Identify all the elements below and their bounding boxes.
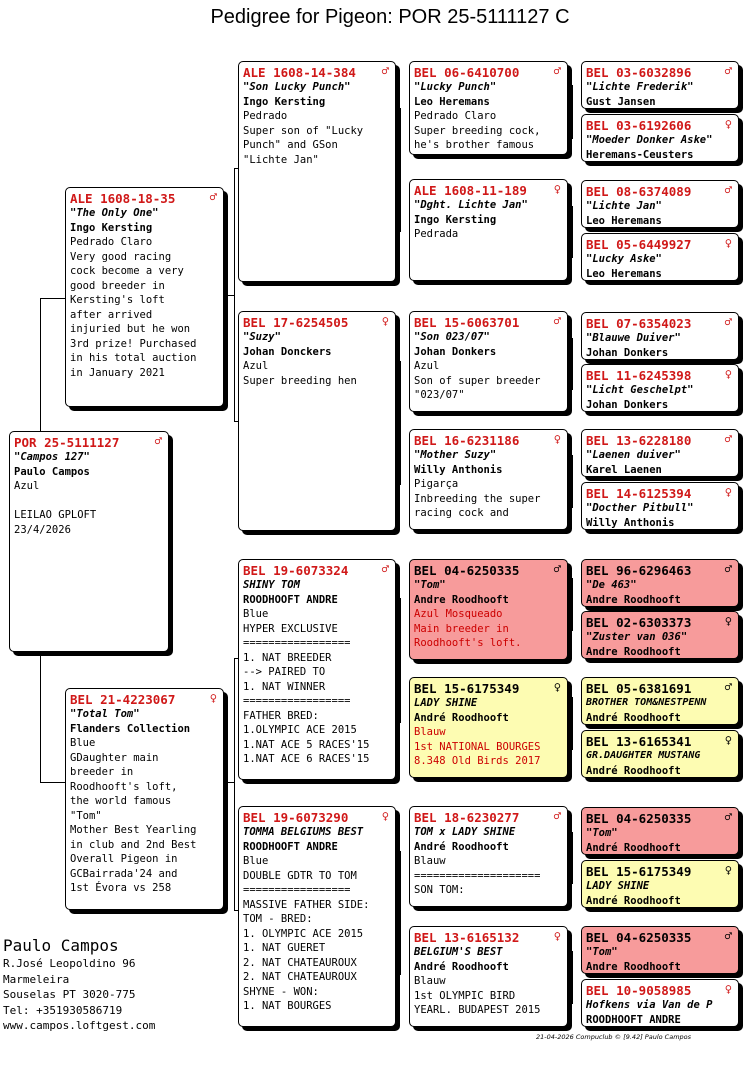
great-grandparent-card[interactable] <box>581 860 739 908</box>
owner-name: ROODHOOFT ANDRE <box>243 593 338 606</box>
male-symbol-icon: ♂ <box>724 810 732 824</box>
owner-name: Leo Heremans <box>414 95 490 108</box>
ring-number: BEL 04-6250335 <box>586 811 692 826</box>
connector-line <box>572 697 573 750</box>
pigeon-name: "Son 023/07" <box>414 331 490 343</box>
ring-number: BEL 13-6228180 <box>586 433 692 448</box>
pigeon-info: Azul LEILAO GPLOFT 23/4/2026 <box>14 480 97 536</box>
pigeon-name: "Tom" <box>414 579 446 591</box>
pigeon-info: Azul Son of super breeder "023/07" <box>414 360 541 401</box>
female-symbol-icon: ♀ <box>381 809 389 823</box>
male-symbol-icon: ♂ <box>724 680 732 694</box>
ring-number: BEL 18-6230277 <box>414 810 520 825</box>
great-grandparent-card[interactable] <box>581 233 739 281</box>
ring-number: BEL 06-6410700 <box>414 65 520 80</box>
pigeon-info: Pedrada <box>414 228 459 240</box>
owner-name: Johan Donkers <box>414 345 497 358</box>
owner-name: Ingo Kersting <box>414 213 497 226</box>
connector-line <box>40 298 41 431</box>
great-grandparent-card[interactable] <box>581 677 739 725</box>
pigeon-info: Blauw ==================== SON TOM: <box>414 855 541 896</box>
pigeon-name: "Son Lucky Punch" <box>243 81 351 93</box>
breeder-name: Paulo Campos <box>3 936 119 955</box>
pigeon-name: "Tom" <box>586 827 618 839</box>
owner-name: Johan Donkers <box>586 398 669 411</box>
connector-line <box>572 455 573 508</box>
female-symbol-icon: ♀ <box>724 733 732 747</box>
ring-number: BEL 15-6175349 <box>586 864 692 879</box>
ds-sire-card[interactable] <box>409 559 568 660</box>
male-symbol-icon: ♂ <box>724 929 732 943</box>
great-grandparent-card[interactable] <box>581 807 739 855</box>
owner-name: André Roodhooft <box>586 711 681 724</box>
female-symbol-icon: ♀ <box>209 691 217 705</box>
ring-number: BEL 05-6449927 <box>586 237 692 252</box>
ring-number: POR 25-5111127 <box>14 435 120 450</box>
owner-name: André Roodhooft <box>586 894 681 907</box>
great-grandparent-card[interactable] <box>581 180 739 228</box>
great-grandparent-card[interactable] <box>581 114 739 162</box>
ring-number: BEL 10-9058985 <box>586 983 692 998</box>
sire-card[interactable] <box>65 187 224 407</box>
pigeon-name: TOM x LADY SHINE <box>414 826 516 838</box>
great-grandparent-card[interactable] <box>581 730 739 778</box>
sire-dam-card[interactable] <box>238 311 396 531</box>
female-symbol-icon: ♀ <box>724 982 732 996</box>
ring-number: BEL 04-6250335 <box>414 563 520 578</box>
ring-number: BEL 04-6250335 <box>586 930 692 945</box>
breeder-address-line: Souselas PT 3020-775 <box>3 988 136 1001</box>
ss-sire-card[interactable] <box>409 61 568 155</box>
pigeon-name: GR.DAUGHTER MUSTANG <box>586 750 701 761</box>
male-symbol-icon: ♂ <box>553 809 561 823</box>
owner-name: Willy Anthonis <box>586 516 675 529</box>
pigeon-info: Blue DOUBLE GDTR TO TOM ================= MASSIVE FATHER SIDE: TOM - BRED: 1. OLYMPIC ACE 2015 1. NAT GUERET 2. NAT CHATEAUROUX 2. NAT CHATEAUROUX SHYNE - WON: 1. NAT BOURGES <box>243 855 370 1012</box>
ring-number: BEL 03-6032896 <box>586 65 692 80</box>
connector-line <box>400 361 401 485</box>
great-grandparent-card[interactable] <box>581 926 739 974</box>
owner-name: Ingo Kersting <box>70 221 153 234</box>
pigeon-name: "Mother Suzy" <box>414 449 497 461</box>
connector-line <box>234 658 235 910</box>
great-grandparent-card[interactable] <box>581 979 739 1027</box>
connector-line <box>234 168 235 421</box>
great-grandparent-card[interactable] <box>581 364 739 412</box>
male-symbol-icon: ♂ <box>381 562 389 576</box>
pigeon-name: "Lichte Frederik" <box>586 81 694 93</box>
pigeon-name: "Lucky Punch" <box>414 81 497 93</box>
ring-number: BEL 07-6354023 <box>586 316 692 331</box>
pigeon-name: "Moeder Donker Aske" <box>586 134 713 146</box>
female-symbol-icon: ♀ <box>553 432 561 446</box>
connector-line <box>572 951 573 1004</box>
male-symbol-icon: ♂ <box>381 64 389 78</box>
breeder-phone: Tel: +351930586719 <box>3 1003 123 1017</box>
subject-card[interactable] <box>9 431 169 652</box>
male-symbol-icon: ♂ <box>209 190 217 204</box>
sire-sire-card[interactable] <box>238 61 396 282</box>
pigeon-name: BROTHER TOM&NESTPENN <box>586 697 707 708</box>
connector-line <box>40 652 41 782</box>
male-symbol-icon: ♂ <box>724 562 732 576</box>
owner-name: Andre Roodhooft <box>586 645 681 658</box>
connector-line <box>572 832 573 884</box>
ring-number: BEL 11-6245398 <box>586 368 692 383</box>
pigeon-name: LADY SHINE <box>586 880 650 892</box>
sd-dam-card[interactable] <box>409 429 568 530</box>
ring-number: BEL 21-4223067 <box>70 692 176 707</box>
owner-name: Willy Anthonis <box>414 463 503 476</box>
dam-dam-card[interactable] <box>238 806 396 1027</box>
page-title: Pedigree for Pigeon: POR 25-5111127 C <box>210 6 570 28</box>
pigeon-info: Azul Mosqueado Main breeder in Roodhooft's loft. <box>414 608 522 649</box>
pigeon-name: "Suzy" <box>243 331 281 343</box>
ring-number: ALE 1608-14-384 <box>243 65 356 80</box>
connector-line <box>400 108 401 232</box>
great-grandparent-card[interactable] <box>581 482 739 530</box>
owner-name: Heremans-Ceusters <box>586 148 694 161</box>
pigeon-name: "Blauwe Duiver" <box>586 332 681 344</box>
ring-number: BEL 08-6374089 <box>586 184 692 199</box>
owner-name: ROODHOOFT ANDRE <box>243 840 338 853</box>
owner-name: ROODHOOFT ANDRE <box>586 1013 681 1026</box>
female-symbol-icon: ♀ <box>724 117 732 131</box>
ring-number: BEL 05-6381691 <box>586 681 692 696</box>
great-grandparent-card[interactable] <box>581 611 739 659</box>
owner-name: Johan Donkers <box>586 346 669 359</box>
male-symbol-icon: ♂ <box>724 183 732 197</box>
owner-name: Gust Jansen <box>586 95 656 108</box>
pigeon-name: TOMMA BELGIUMS BEST <box>243 826 364 838</box>
connector-line <box>572 338 573 390</box>
pigeon-name: "Lucky Aske" <box>586 253 662 265</box>
ring-number: BEL 17-6254505 <box>243 315 349 330</box>
pigeon-info: Azul Super breeding hen <box>243 360 357 387</box>
owner-name: Andre Roodhooft <box>586 593 681 606</box>
dd-dam-card[interactable] <box>409 926 568 1027</box>
pigeon-info: Blue GDaughter main breeder in Roodhooft's loft, the world famous "Tom" Mother Best Yearling in club and 2nd Best Overall Pigeon in GCBairrada'24 and 1st Évora vs 258 <box>70 737 197 894</box>
breeder-address-line: R.José Leopoldino 96 <box>3 957 136 970</box>
pigeon-name: "Lichte Jan" <box>586 200 662 212</box>
pigeon-name: "The Only One" <box>70 207 159 219</box>
ring-number: ALE 1608-11-189 <box>414 183 527 198</box>
owner-name: André Roodhooft <box>586 764 681 777</box>
ring-number: BEL 14-6125394 <box>586 486 692 501</box>
dam-sire-card[interactable] <box>238 559 396 780</box>
owner-name: André Roodhooft <box>414 840 509 853</box>
pigeon-info: Blauw 1st OLYMPIC BIRD YEARL. BUDAPEST 2015 <box>414 975 541 1016</box>
connector-line <box>40 782 65 783</box>
ring-number: BEL 03-6192606 <box>586 118 692 133</box>
female-symbol-icon: ♀ <box>553 929 561 943</box>
pigeon-name: "Total Tom" <box>70 708 140 720</box>
connector-line <box>400 598 401 723</box>
male-symbol-icon: ♂ <box>154 434 162 448</box>
pigeon-info: Blue HYPER EXCLUSIVE ================= 1. NAT BREEDER --> PAIRED TO 1. NAT WINNER ================= FATHER BRED: 1.OLYMPIC ACE 2015 1.NAT ACE 5 RACES'15 1.NAT ACE 6 RACES'15 <box>243 608 370 765</box>
pigeon-name: "Campos 127" <box>14 451 90 463</box>
pigeon-info: Pedrado Claro Very good racing cock become a very good breeder in Kersting's loft after arrived injuried but he won 3rd prize! Purchased in his total auction in January 2021 <box>70 236 197 379</box>
female-symbol-icon: ♀ <box>381 314 389 328</box>
pigeon-name: "Docther Pitbull" <box>586 502 694 514</box>
owner-name: André Roodhooft <box>414 711 509 724</box>
great-grandparent-card[interactable] <box>581 559 739 607</box>
owner-name: Leo Heremans <box>586 267 662 280</box>
ring-number: BEL 15-6175349 <box>414 681 520 696</box>
breeder-website[interactable]: www.campos.loftgest.com <box>3 1019 156 1032</box>
connector-line <box>400 851 401 975</box>
pigeon-name: "Laenen duiver" <box>586 449 681 461</box>
pigeon-name: "Dght. Lichte Jan" <box>414 199 528 211</box>
ring-number: BEL 13-6165341 <box>586 734 692 749</box>
connector-line <box>572 206 573 258</box>
great-grandparent-card[interactable] <box>581 312 739 360</box>
pigeon-name: "Zuster van 036" <box>586 631 688 643</box>
connector-line <box>572 578 573 631</box>
ring-number: BEL 02-6303373 <box>586 615 692 630</box>
owner-name: Andre Roodhooft <box>586 960 681 973</box>
owner-name: Andre Roodhooft <box>414 593 509 606</box>
owner-name: André Roodhooft <box>414 960 509 973</box>
pigeon-info: Pigarça Inbreeding the super racing cock and <box>414 478 541 519</box>
ring-number: BEL 96-6296463 <box>586 563 692 578</box>
male-symbol-icon: ♂ <box>553 562 561 576</box>
ring-number: BEL 15-6063701 <box>414 315 520 330</box>
ss-dam-card[interactable] <box>409 179 568 281</box>
ring-number: BEL 19-6073324 <box>243 563 349 578</box>
female-symbol-icon: ♀ <box>724 367 732 381</box>
owner-name: Leo Heremans <box>586 214 662 227</box>
dam-card[interactable] <box>65 688 224 910</box>
sd-sire-card[interactable] <box>409 311 568 412</box>
male-symbol-icon: ♂ <box>724 315 732 329</box>
footer-text: 21-04-2026 Compuclub © [9.42] Paulo Campos <box>536 1033 692 1041</box>
pigeon-info: Pedrado Super son of "Lucky Punch" and GSon "Lichte Jan" <box>243 110 364 166</box>
ring-number: BEL 16-6231186 <box>414 433 520 448</box>
owner-name: André Roodhooft <box>586 841 681 854</box>
female-symbol-icon: ♀ <box>724 485 732 499</box>
connector-line <box>40 298 65 299</box>
breeder-info <box>3 936 155 1034</box>
pigeon-name: Hofkens via Van de P <box>586 999 713 1011</box>
male-symbol-icon: ♂ <box>553 64 561 78</box>
pigeon-name: "Licht Geschelpt" <box>586 384 694 396</box>
pigeon-name: SHINY TOM <box>243 579 300 591</box>
pigeon-name: BELGIUM'S BEST <box>414 946 503 958</box>
owner-name: Karel Laenen <box>586 463 662 476</box>
male-symbol-icon: ♂ <box>553 314 561 328</box>
great-grandparent-card[interactable] <box>581 429 739 477</box>
female-symbol-icon: ♀ <box>724 236 732 250</box>
great-grandparent-card[interactable] <box>581 61 739 109</box>
owner-name: Johan Donckers <box>243 345 332 358</box>
breeder-address-line: Marmeleira <box>3 972 70 986</box>
ds-dam-card[interactable] <box>409 677 568 778</box>
ring-number: BEL 13-6165132 <box>414 930 520 945</box>
connector-line <box>224 295 234 296</box>
pigeon-name: LADY SHINE <box>414 697 478 709</box>
owner-name: Flanders Collection <box>70 722 191 735</box>
pigeon-name: "Tom" <box>586 946 618 958</box>
connector-line <box>572 85 573 139</box>
female-symbol-icon: ♀ <box>724 614 732 628</box>
owner-name: Ingo Kersting <box>243 95 326 108</box>
female-symbol-icon: ♀ <box>553 182 561 196</box>
pigeon-info: Blauw 1st NATIONAL BOURGES 8.348 Old Birds 2017 <box>414 726 541 767</box>
pigeon-name: "De 463" <box>586 579 637 591</box>
female-symbol-icon: ♀ <box>553 680 561 694</box>
owner-name: Paulo Campos <box>14 465 90 478</box>
pigeon-info: Pedrado Claro Super breeding cock, he's brother famous <box>414 110 541 151</box>
male-symbol-icon: ♂ <box>724 432 732 446</box>
male-symbol-icon: ♂ <box>724 64 732 78</box>
ring-number: BEL 19-6073290 <box>243 810 349 825</box>
ring-number: ALE 1608-18-35 <box>70 191 176 206</box>
female-symbol-icon: ♀ <box>724 863 732 877</box>
connector-line <box>224 782 234 783</box>
dd-sire-card[interactable] <box>409 806 568 907</box>
